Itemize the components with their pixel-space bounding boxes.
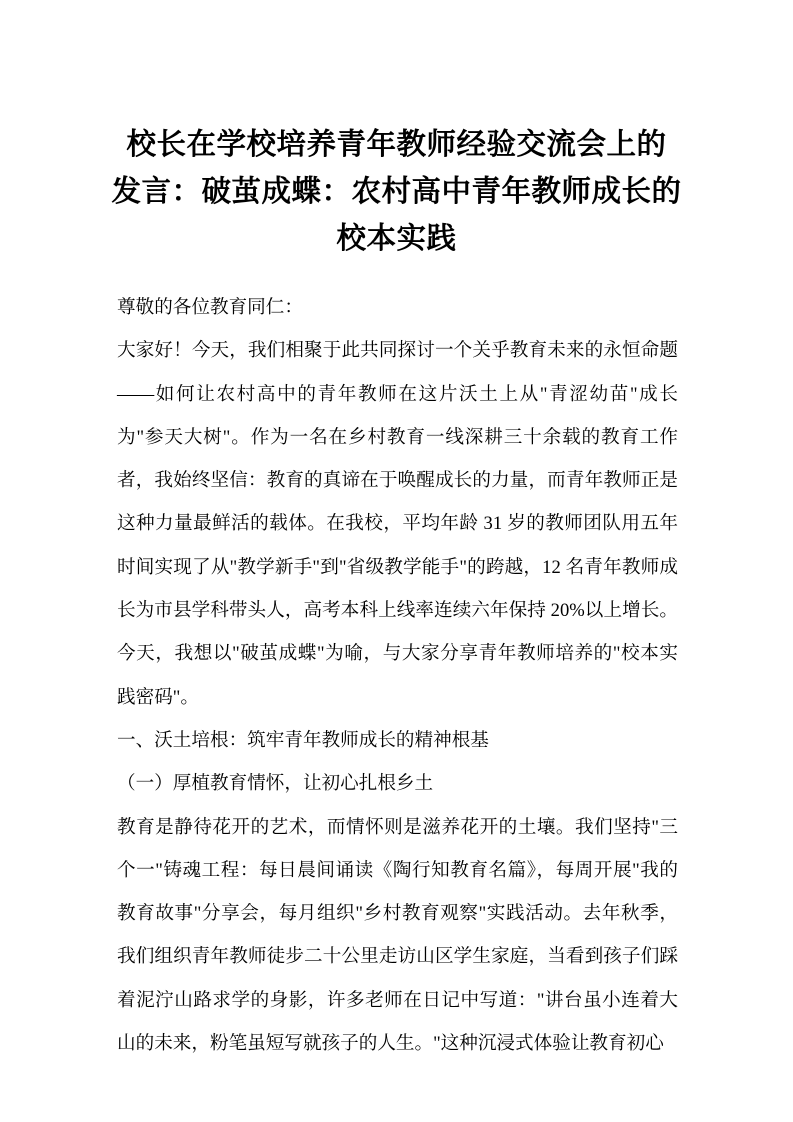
title-line: 校本实践 [336, 223, 457, 255]
paragraph-salutation: 尊敬的各位教育同仁： [117, 297, 303, 318]
document-body [117, 286, 678, 1065]
paragraph-section-heading: 一、沃土培根：筑牢青年教师成长的精神根基 [117, 729, 489, 751]
title-line: 校长在学校培养青年教师经验交流会上的 [126, 129, 667, 161]
title-line: 发言：破茧成蝶：农村高中青年教师成长的 [111, 176, 682, 208]
document-title [0, 122, 793, 263]
paragraph-intro: 大家好！今天，我们相聚于此共同探讨一个关乎教育未来的永恒命题——如何让农村高中的青年教师在这片沃土上从"青涩幼苗"成长为"参天大树"。作为一名在乡村教育一线深耕三十余载的教育工作者，我始终坚信：教育的真谛在于唤醒成长的力量，而青年教师正是这种力量最鲜活的载体。在我校，平均年龄 31 岁的教师团队用五年时间实现了从"教学新手"到"省级教学能手"的跨越，12 名青年教师成长为市县学科带头人，高考本科上线率连续六年保持 20%以上增长。今天，我想以"破茧成蝶"为喻，与大家分享青年教师培养的"校本实践密码"。 [117, 340, 678, 708]
paragraph-body-text: 教育是静待花开的艺术，而情怀则是滋养花开的土壤。我们坚持"三个一"铸魂工程：每日晨间诵读《陶行知教育名篇》，每周开展"我的教育故事"分享会，每月组织"乡村教育观察"实践活动。去年秋季，我们组织青年教师徒步二十公里走访山区学生家庭，当看到孩子们踩着泥泞山路求学的身影，许多老师在日记中写道："讲台虽小连着大山的未来，粉笔虽短写就孩子的人生。"这种沉浸式体验让教育初心 [117, 816, 678, 1055]
paragraph-subsection-heading: （一）厚植教育情怀，让初心扎根乡土 [117, 773, 434, 795]
